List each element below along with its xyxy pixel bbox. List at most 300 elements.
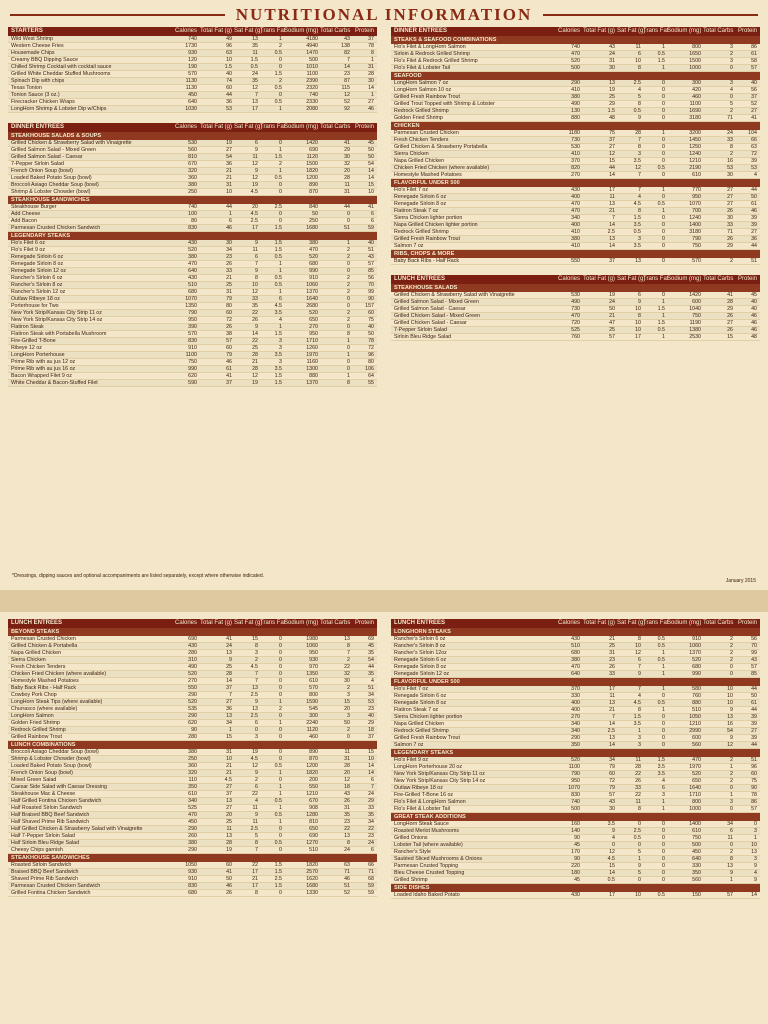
item-value: 110 [188,777,197,783]
item-value: 8 [638,208,641,214]
item-value: 5 [638,870,641,876]
column-header: Sodium (mg) [667,620,702,626]
item-value: 560 [692,877,701,883]
date-label: January 2015 [725,578,756,584]
item-value: 0 [662,94,665,100]
item-value: 87 [344,78,350,84]
item-value: 71 [727,229,733,235]
item-value: 3 [255,734,258,740]
item-value: 570 [188,71,197,77]
nutrition-row [8,869,377,876]
item-name: Flatiron Steak 7 oz [394,707,439,713]
item-value: 22 [252,338,258,344]
item-value: 14 [609,243,615,249]
item-value: 23 [609,657,615,663]
item-name: Flo's Filet & Lobster Tail [394,65,450,71]
item-value: 370 [571,686,580,692]
item-name: Rancher's Style [394,849,431,855]
item-value: 0.5 [657,201,665,207]
item-name: Caesar Side Salad with Caesar Dressing [11,784,107,790]
item-value: 27 [727,187,733,193]
item-value: 1380 [689,327,701,333]
item-name: Parmesan Crusted Topping [394,863,459,869]
item-value: 23 [368,706,374,712]
item-name: Renegade Sirloin 6 oz [394,657,447,663]
item-value: 2 [347,254,350,260]
item-name: Sierra Chicken lighter portion [394,215,463,221]
nutrition-row [391,742,760,749]
item-value: 37 [609,258,615,264]
item-value: 0 [279,734,282,740]
item-value: 35 [252,303,258,309]
item-value: 12 [344,777,350,783]
item-name: Rancher's Sirloin 6 oz [394,636,446,642]
item-value: 28 [344,763,350,769]
item-value: 530 [188,140,197,146]
nutrition-row [8,78,377,85]
item-value: 45 [574,877,580,883]
item-value: 1.5 [274,154,282,160]
item-value: 71 [344,869,350,875]
item-value: 33 [727,137,733,143]
item-value: 2 [347,310,350,316]
item-value: 2 [279,78,282,84]
item-value: 2.5 [274,876,282,882]
item-value: 36 [226,161,232,167]
item-value: 910 [188,345,197,351]
item-value: 1 [347,338,350,344]
item-value: 380 [309,240,318,246]
item-value: 1.5 [657,58,665,64]
item-value: 1.5 [633,215,641,221]
item-value: 32 [344,671,350,677]
item-name: White Cheddar & Bacon-Stuffed Filet [11,380,98,386]
item-value: 18 [344,784,350,790]
nutrition-row [8,890,377,897]
column-header: Calories [557,276,580,282]
item-value: 3 [347,692,350,698]
item-value: 380 [188,749,197,755]
item-value: 13 [751,849,757,855]
item-value: 6 [371,218,374,224]
subsection-header: BEYOND STEAKS [8,628,377,636]
item-value: 2530 [689,334,701,340]
item-value: 14 [609,222,615,228]
item-value: 410 [571,151,580,157]
item-name: Grilled White Cheddar Stuffed Mushrooms [11,71,111,77]
item-value: 6 [638,51,641,57]
section-title: DINNER ENTREES [394,28,448,34]
item-value: 0 [279,650,282,656]
item-value: 69 [368,636,374,642]
item-name: Baby Back Ribs - Half Rack [394,258,460,264]
nutrition-row [391,792,760,799]
item-value: 0 [662,101,665,107]
item-value: 2.5 [250,218,258,224]
item-value: 5 [730,101,733,107]
column-header: Protein [737,28,757,34]
item-value: 37 [226,685,232,691]
item-value: 400 [571,222,580,228]
item-value: 35 [368,671,374,677]
item-value: 31 [226,182,232,188]
item-name: Renegade Sirloin 8 oz [394,201,447,207]
nutrition-row [8,692,377,699]
item-value: 8 [371,50,374,56]
item-value: 17 [609,686,615,692]
nutrition-row [8,720,377,727]
item-value: 12 [609,849,615,855]
item-value: 3 [279,338,282,344]
item-value: 43 [368,254,374,260]
item-value: 37 [751,94,757,100]
item-value: 61 [751,51,757,57]
item-value: 15 [344,699,350,705]
item-value: 60 [751,771,757,777]
item-value: 24 [368,840,374,846]
item-value: 750 [188,359,197,365]
item-value: 0.5 [274,840,282,846]
item-value: 1500 [306,161,318,167]
item-value: 13 [344,833,350,839]
nutrition-row [391,643,760,650]
subsection-header: RIBS, CHOPS & MORE [391,250,760,258]
item-value: 1.5 [274,225,282,231]
item-value: 13 [226,798,232,804]
item-value: 4.5 [633,700,641,706]
item-value: 460 [309,734,318,740]
item-value: 34 [727,821,733,827]
item-name: Grilled Chicken & Strawberry Portabella [394,144,488,150]
item-value: 31 [344,189,350,195]
nutrition-row [8,664,377,671]
item-value: 3 [279,345,282,351]
item-value: 610 [309,678,318,684]
item-value: 11 [344,749,350,755]
item-value: 340 [188,798,197,804]
item-value: 670 [309,798,318,804]
item-name: LongHorn Steak Sauce [394,821,449,827]
item-name: Steakhouse Mac & Cheese [11,791,76,797]
item-value: 11 [609,194,615,200]
item-value: 650 [309,317,318,323]
item-value: 15 [727,334,733,340]
item-name: Half Shaved Prime Rib Sandwich [11,819,90,825]
item-value: 1.5 [250,57,258,63]
item-value: 3200 [689,130,701,136]
nutrition-row [8,643,377,650]
item-value: 270 [571,172,580,178]
nutrition-row [8,338,377,345]
item-value: 57 [368,261,374,267]
item-value: 300 [309,713,318,719]
column-header: Calories [174,620,197,626]
item-value: 72 [368,345,374,351]
item-value: 14 [368,175,374,181]
item-value: 37 [226,380,232,386]
item-value: 1050 [185,862,197,868]
item-value: 990 [309,268,318,274]
item-value: 79 [226,352,232,358]
item-value: 22 [635,771,641,777]
item-name: Tonion Sauce (3 oz.) [11,92,60,98]
item-value: 610 [692,828,701,834]
item-value: 3 [754,828,757,834]
item-value: 7 [612,215,615,221]
item-value: 78 [751,792,757,798]
item-value: 0 [730,671,733,677]
item-value: 29 [344,147,350,153]
item-name: Grilled Salmon Salad - Caesar [394,306,466,312]
item-value: 35 [344,812,350,818]
item-value: 14 [344,64,350,70]
item-value: 19 [252,380,258,386]
item-value: 550 [571,258,580,264]
column-header: Total Fat (g) [582,28,615,34]
item-value: 0 [279,211,282,217]
item-value: 96 [751,764,757,770]
item-value: 1.5 [657,306,665,312]
item-value: 1.5 [274,247,282,253]
item-value: 510 [692,707,701,713]
item-value: 690 [309,147,318,153]
item-name: Sirloin & Redrock Grilled Shrimp [394,51,470,57]
item-name: Half Sirloin Bleu Ridge Salad [11,840,80,846]
subsection-header: FLAVORFUL UNDER 500 [391,179,760,187]
item-value: 22 [344,664,350,670]
item-value: 82 [344,50,350,56]
item-value: 37 [609,137,615,143]
item-value: 41 [368,204,374,210]
item-name: Grilled Chicken & Strawberry Salad with Vinaigrette [394,292,515,298]
item-value: 0 [279,657,282,663]
item-value: 750 [692,313,701,319]
item-name: Renegade Sirloin 12 oz [11,268,67,274]
item-value: 96 [226,43,232,49]
item-value: 14 [609,870,615,876]
item-value: 70 [368,282,374,288]
item-name: Half Grilled Fontina Chicken Sandwich [11,798,102,804]
item-value: 44 [751,243,757,249]
item-value: 740 [309,92,318,98]
item-value: 13 [609,236,615,242]
item-value: 8 [730,856,733,862]
item-value: 1100 [306,71,318,77]
item-value: 2 [730,650,733,656]
item-value: 31 [226,749,232,755]
item-value: 1160 [306,359,318,365]
item-value: 1 [279,324,282,330]
nutrition-row [8,685,377,692]
item-value: 1 [662,313,665,319]
nutrition-row [391,636,760,643]
item-value: 1 [279,699,282,705]
item-value: 11 [252,819,258,825]
nutrition-row [8,189,377,196]
item-value: 290 [571,735,580,741]
item-value: 51 [368,247,374,253]
item-name: Flo's Filet & LongHorn Salmon [394,799,466,805]
item-value: 1.5 [274,862,282,868]
item-name: Loaded Baked Potato Soup (bowl) [11,763,92,769]
column-header: Calories [557,620,580,626]
item-value: 50 [368,147,374,153]
item-value: 680 [309,261,318,267]
item-value: 46 [226,225,232,231]
item-value: 59 [368,225,374,231]
item-value: 2 [730,151,733,157]
item-value: 1 [371,57,374,63]
nutrition-row [391,51,760,58]
item-value: 28 [368,71,374,77]
item-name: Fresh Chicken Tenders [394,137,449,143]
item-value: 20 [252,204,258,210]
item-value: 1 [662,806,665,812]
item-value: 0 [279,756,282,762]
item-value: 22 [252,791,258,797]
subsection-header: GREAT STEAK ADDITIONS [391,813,760,821]
item-value: 420 [692,87,701,93]
item-value: 17 [609,187,615,193]
item-value: 0 [662,158,665,164]
item-value: 290 [188,692,197,698]
item-value: 2.5 [250,692,258,698]
nutrition-row [8,749,377,756]
item-value: 24 [609,299,615,305]
item-value: 0.5 [274,763,282,769]
item-value: 1820 [306,770,318,776]
item-value: 730 [571,137,580,143]
item-value: 6 [255,720,258,726]
item-value: 19 [252,182,258,188]
item-name: Rancher's Sirloin 6 oz [11,275,63,281]
item-value: 9 [730,870,733,876]
item-name: Grilled Chicken Salad - Caesar [394,320,467,326]
item-value: 28 [226,840,232,846]
nutrition-row [8,734,377,741]
item-value: 35 [252,78,258,84]
item-value: 3.5 [657,771,665,777]
item-value: 21 [609,313,615,319]
column-header: Sodium (mg) [667,28,702,34]
item-value: 29 [727,243,733,249]
item-value: 90 [368,296,374,302]
item-name: Sierra Chicken [11,657,46,663]
item-value: 2 [279,706,282,712]
item-value: 10 [368,756,374,762]
item-value: 3180 [689,229,701,235]
item-value: 0 [662,292,665,298]
column-header: Protein [354,28,374,34]
item-value: 4.5 [633,201,641,207]
item-value: 200 [309,777,318,783]
item-name: Renegade Sirloin 8 oz [11,261,64,267]
item-value: 2 [347,282,350,288]
item-value: 57 [727,892,733,898]
item-value: 50 [751,194,757,200]
nutrition-row [391,108,760,115]
item-name: Broccoli Asiago Cheddar Soup (bowl) [11,182,99,188]
item-value: 61 [751,700,757,706]
item-value: 370 [571,158,580,164]
item-name: Renegade Sirloin 8 oz [394,700,447,706]
item-value: 1030 [185,106,197,112]
item-value: 2 [730,849,733,855]
nutrition-row [8,763,377,770]
item-value: 340 [571,728,580,734]
item-value: 1.5 [633,714,641,720]
item-value: 2 [730,643,733,649]
item-value: 0 [662,151,665,157]
item-value: 44 [226,204,232,210]
item-value: 24 [727,130,733,136]
item-value: 11 [727,835,733,841]
item-value: 190 [188,64,197,70]
item-value: 20 [344,770,350,776]
item-value: 9 [255,168,258,174]
item-value: 0.5 [274,50,282,56]
item-value: 570 [188,331,197,337]
item-value: 13 [609,735,615,741]
item-value: 21 [252,359,258,365]
item-value: 25 [609,94,615,100]
item-value: 25 [226,819,232,825]
item-name: New York Strip/Kansas City Strip 14 oz [11,317,103,323]
item-value: 7 [255,671,258,677]
item-value: 0 [662,821,665,827]
nutrition-row [8,657,377,664]
item-value: 340 [571,215,580,221]
subsection-header: LONGHORN STEAKS [391,628,760,636]
item-value: 470 [188,812,197,818]
nutrition-row [8,282,377,289]
nutrition-row [8,380,377,387]
nutrition-row [8,777,377,784]
item-value: 2330 [306,99,318,105]
item-value: 0 [662,849,665,855]
item-value: 1650 [689,51,701,57]
item-value: 0 [279,678,282,684]
item-value: 6 [638,657,641,663]
item-value: 410 [571,87,580,93]
item-name: Parmesan Crusted Chicken [11,636,76,642]
item-value: 350 [188,784,197,790]
item-value: 1300 [306,366,318,372]
item-value: 1000 [689,65,701,71]
item-value: 2 [730,771,733,777]
subsection-header: SIDE DISHES [391,884,760,892]
item-value: 17 [635,334,641,340]
item-value: 450 [188,92,197,98]
page1-right-column [391,27,760,341]
item-value: 1 [279,268,282,274]
item-value: 1370 [689,650,701,656]
item-value: 31 [344,805,350,811]
item-name: LongHorn Porterhouse [11,352,65,358]
nutrition-row [8,727,377,734]
item-value: 70 [751,643,757,649]
item-value: 1.5 [274,883,282,889]
item-value: 3.5 [607,821,615,827]
item-value: 880 [571,115,580,121]
item-value: 9 [754,863,757,869]
item-value: 10 [635,327,641,333]
item-name: 7-Pepper Sirloin Salad [394,327,447,333]
item-value: 520 [188,247,197,253]
item-value: 33 [727,222,733,228]
nutrition-row [8,317,377,324]
item-name: Flo's Filet & Lobster Tail [394,806,450,812]
